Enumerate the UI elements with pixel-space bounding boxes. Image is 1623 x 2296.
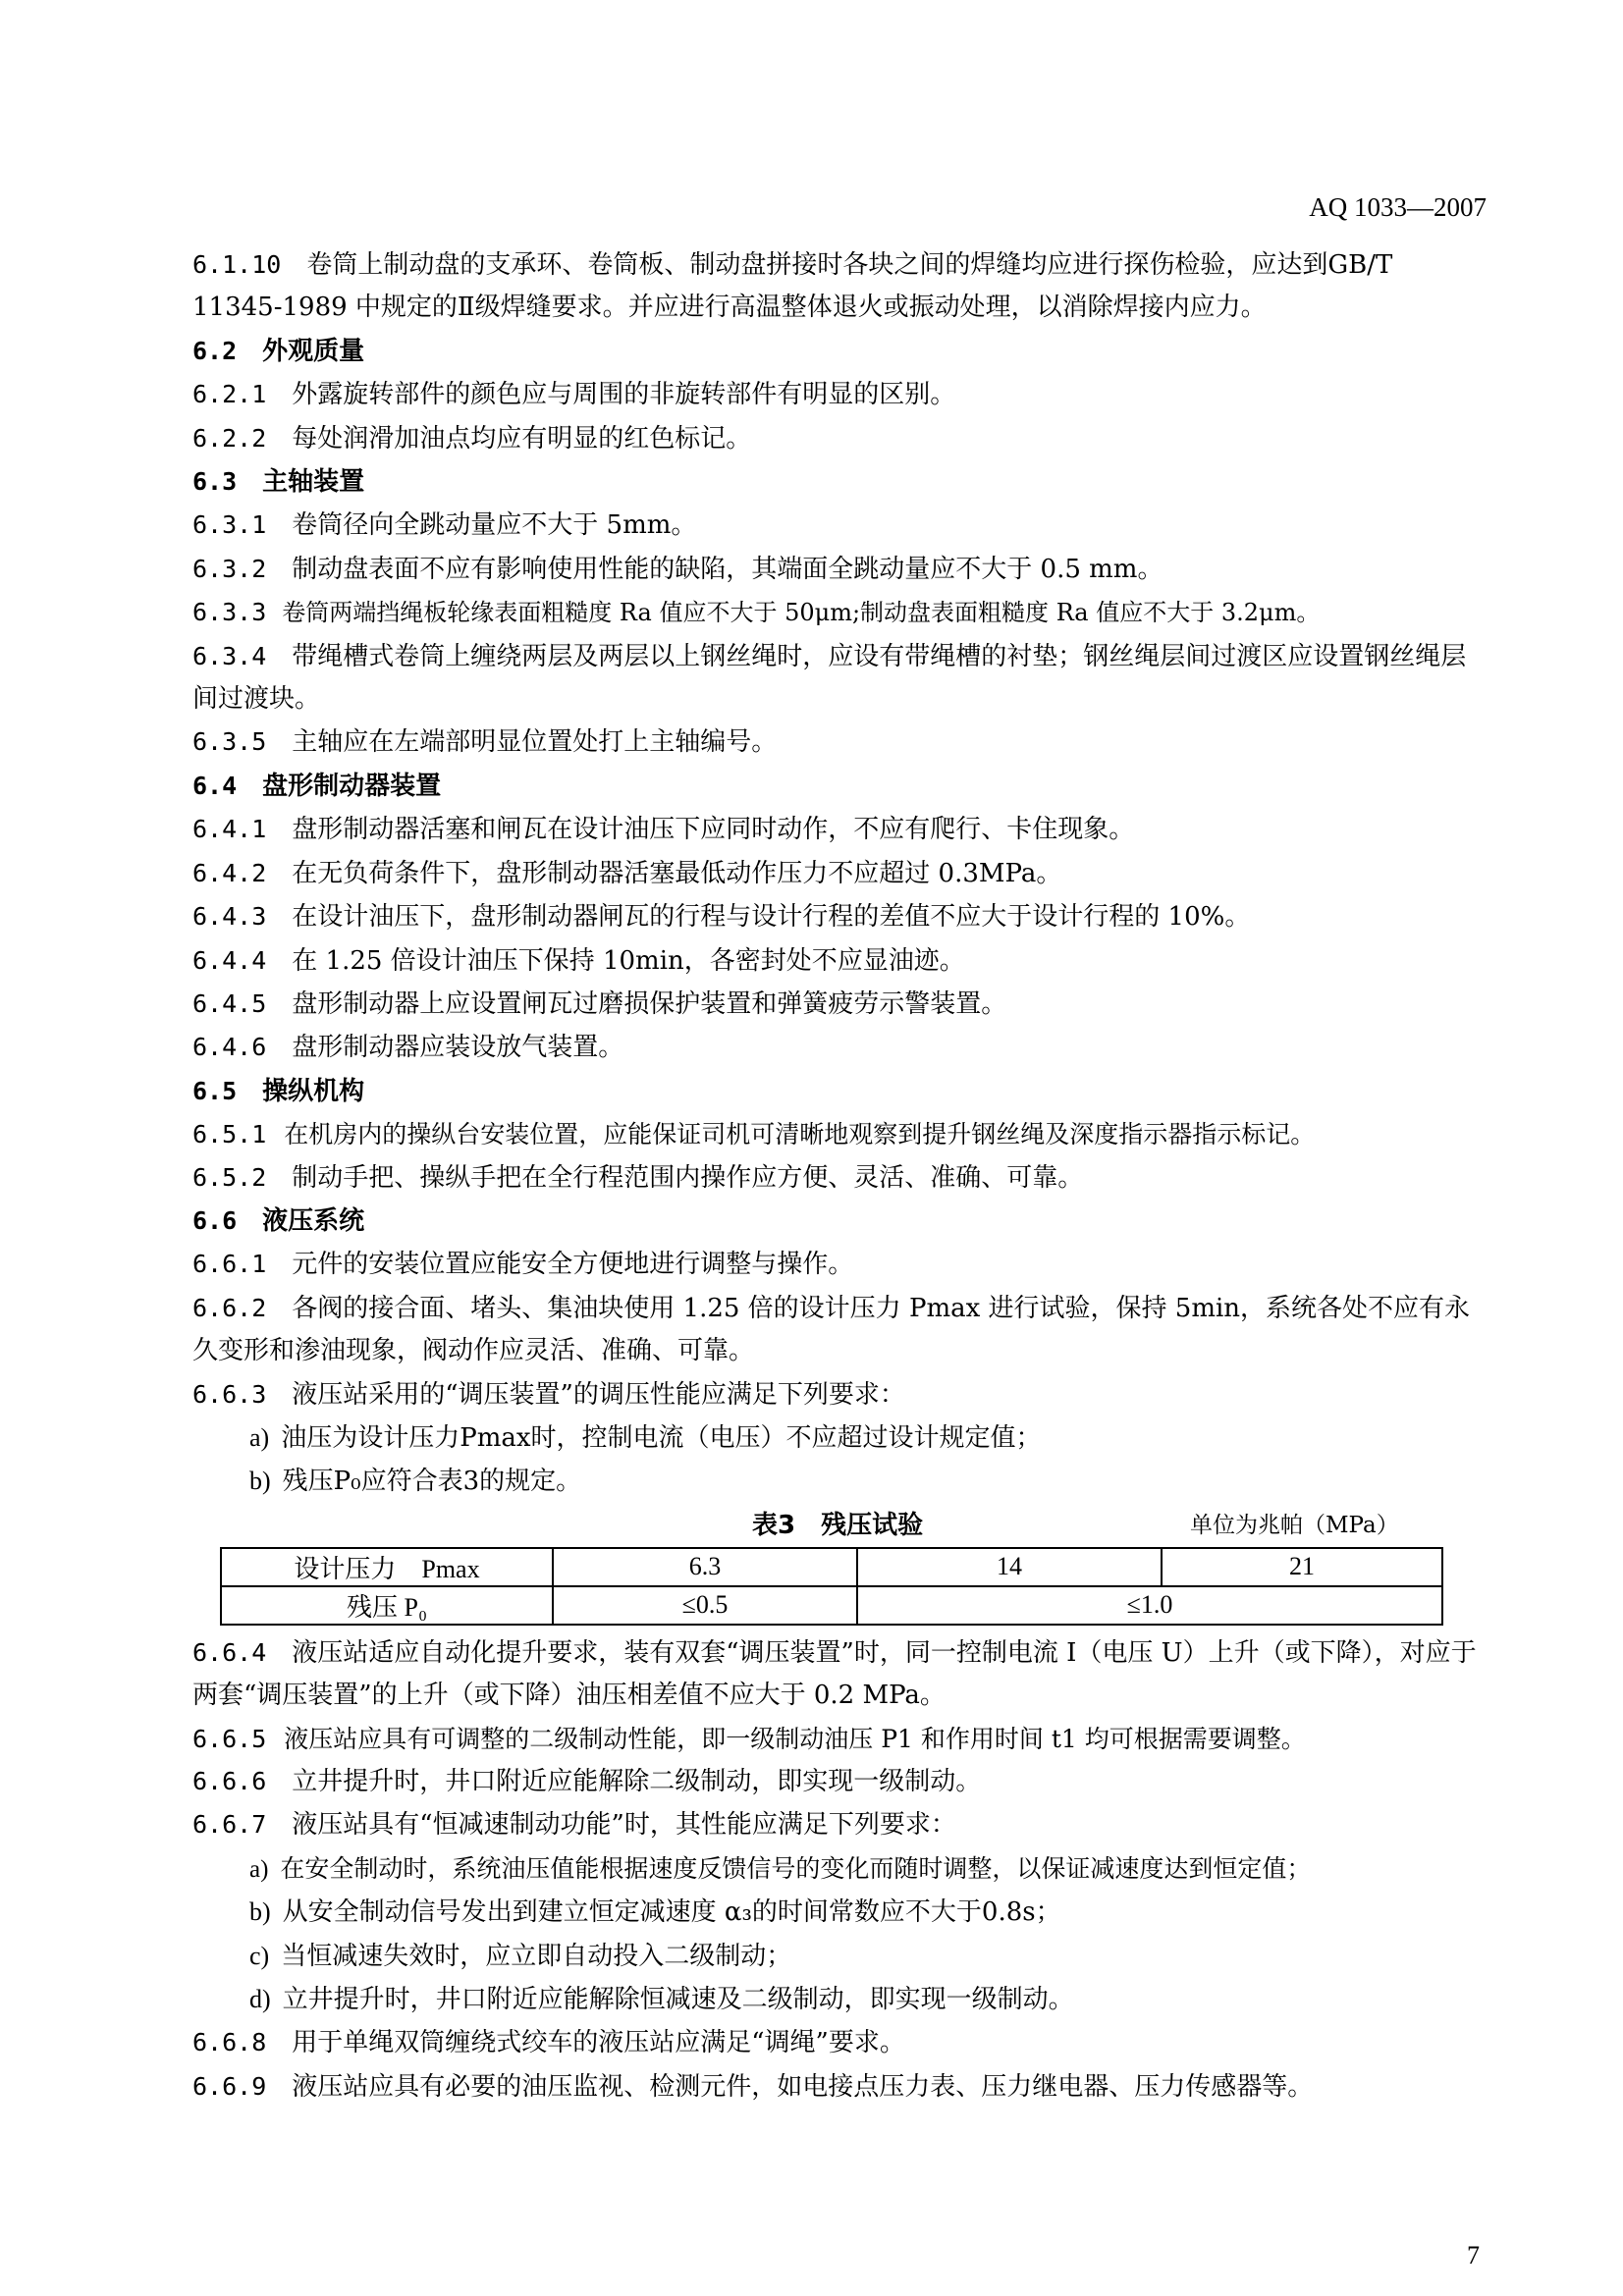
clause-text: 液压站应具有可调整的二级制动性能，即一级制动油压 P1 和作用时间 t1 均可根据需要调整。 [284,1724,1306,1753]
clause-6-3-4 [192,635,1487,721]
clause-6-6-9 [192,2065,1487,2109]
clause-number: 6.3.1 [192,510,267,540]
list-label: d) [249,1985,271,2014]
residual-pressure-table [220,1547,1443,1626]
clause-number: 6.4.1 [192,815,267,844]
clause-6-1-10 [192,243,1487,330]
clause-number: 6.6.4 [192,1637,267,1667]
table-cell: 设计压力 Pmax [221,1548,553,1586]
clause-6-6-7 [192,1803,1487,1846]
clause-6-6-5 [192,1718,1487,1760]
section-heading-6-3 [192,460,1487,504]
clause-text: 液压站适应自动化提升要求，装有双套“调压装置”时，同一控制电流 I（电压 U）上升（或下降），对应于两套“调压装置”的上升（或下降）油压相差值不应大于 0.2 MPa。 [192,1637,1477,1711]
clause-number: 6.6.9 [192,2071,267,2101]
clause-text: 外露旋转部件的颜色应与周围的非旋转部件有明显的区别。 [292,380,956,410]
clause-number: 6.2.1 [192,380,267,409]
clause-number: 6.4.4 [192,945,267,975]
clause-6-3-3 [192,591,1487,634]
list-item-a [192,1416,1487,1460]
clause-6-5-1 [192,1113,1487,1155]
list-text: 在安全制动时，系统油压值能根据速度反馈信号的变化而随时调整，以保证减速度达到恒定值； [280,1853,1312,1883]
section-number: 6.3 [192,467,238,497]
clause-text: 元件的安装位置应能安全方便地进行调整与操作。 [292,1250,854,1280]
clause-6-6-4 [192,1631,1487,1718]
list-label: b) [249,1467,271,1496]
clause-6-4-3 [192,895,1487,938]
clause-6-6-6 [192,1760,1487,1803]
clause-6-3-5 [192,721,1487,764]
table-cell: 21 [1162,1548,1442,1586]
table-row [221,1586,1442,1625]
table-cell: ≤1.0 [857,1586,1442,1625]
clause-text: 立井提升时，井口附近应能解除二级制动，即实现一级制动。 [292,1767,982,1796]
list-label: b) [249,1897,271,1927]
clause-text: 盘形制动器活塞和闸瓦在设计油压下应同时动作，不应有爬行、卡住现象。 [292,815,1135,845]
clause-number: 6.4.5 [192,988,267,1018]
clause-text: 在机房内的操纵台安装位置，应能保证司机可清晰地观察到提升钢丝绳及深度指示器指示标记。 [284,1120,1316,1149]
clause-text: 液压站应具有必要的油压监视、检测元件，如电接点压力表、压力继电器、压力传感器等。 [292,2071,1314,2102]
table-cell: 14 [857,1548,1162,1586]
clause-6-6-2 [192,1287,1487,1373]
clause-text: 盘形制动器上应设置闸瓦过磨损保护装置和弹簧疲劳示警装置。 [292,988,1007,1019]
clause-6-4-2 [192,852,1487,895]
clause-6-4-4 [192,939,1487,983]
clause-text: 在 1.25 倍设计油压下保持 10min，各密封处不应显油迹。 [292,945,965,976]
clause-text: 制动手把、操纵手把在全行程范围内操作应方便、灵活、准确、可靠。 [292,1162,1084,1193]
table-caption [192,1504,1487,1547]
clause-number: 6.6.7 [192,1810,267,1840]
page-number: 7 [1467,2241,1480,2269]
section-number: 6.2 [192,336,238,365]
list-item-b [192,1460,1487,1503]
clause-text: 卷筒两端挡绳板轮缘表面粗糙度 Ra 值应不大于 50μm;制动盘表面粗糙度 Ra 值应不大于 3.2μm。 [282,599,1321,627]
clause-text: 盘形制动器应装设放气装置。 [292,1033,624,1063]
clause-6-4-1 [192,808,1487,851]
clause-number: 6.6.6 [192,1767,267,1795]
clause-6-5-2 [192,1156,1487,1200]
clause-text: 主轴应在左端部明显位置处打上主轴编号。 [292,727,778,758]
clause-text: 制动盘表面不应有影响使用性能的缺陷，其端面全跳动量应不大于 0.5 mm。 [292,554,1163,584]
clause-6-6-1 [192,1243,1487,1286]
section-number: 6.6 [192,1205,238,1235]
clause-number: 6.6.3 [192,1379,267,1409]
list-label: a) [249,1422,270,1452]
section-heading-6-5 [192,1070,1487,1113]
clause-number: 6.6.8 [192,2028,267,2057]
clause-6-2-1 [192,373,1487,416]
section-heading-6-2 [192,330,1487,373]
section-heading-6-4 [192,765,1487,808]
document-body [192,243,1487,2109]
clause-number: 6.3.4 [192,641,267,670]
section-title: 液压系统 [262,1205,365,1236]
list-text: 当恒减速失效时，应立即自动投入二级制动； [281,1941,792,1971]
list-item-d [192,1978,1487,2021]
clause-number: 6.3.3 [192,598,267,627]
clause-text: 每处润滑加油点均应有明显的红色标记。 [292,423,752,454]
clause-number: 6.3.2 [192,554,267,583]
table-row [221,1548,1442,1586]
clause-text: 在设计油压下，盘形制动器闸瓦的行程与设计行程的差值不应大于设计行程的 10%。 [292,902,1251,933]
section-title: 外观质量 [262,336,365,366]
clause-number: 6.6.1 [192,1250,267,1279]
list-text: 油压为设计压力Pmax时，控制电流（电压）不应超过设计规定值； [281,1422,1042,1453]
clause-6-3-2 [192,548,1487,591]
clause-6-6-8 [192,2021,1487,2064]
clause-6-4-5 [192,983,1487,1026]
clause-text: 带绳槽式卷筒上缠绕两层及两层以上钢丝绳时，应设有带绳槽的衬垫；钢丝绳层间过渡区应设置钢丝绳层间过渡块。 [192,641,1467,715]
clause-6-6-3 [192,1373,1487,1416]
clause-text: 在无负荷条件下，盘形制动器活塞最低动作压力不应超过 0.3MPa。 [292,858,1062,888]
clause-number: 6.6.5 [192,1724,267,1753]
section-number: 6.5 [192,1076,238,1105]
table-title: 表3 残压试验 [752,1510,924,1540]
clause-number: 6.4.3 [192,902,267,932]
clause-number: 6.4.2 [192,858,267,887]
list-item-b [192,1891,1487,1934]
list-item-c [192,1935,1487,1978]
clause-text: 用于单绳双筒缠绕式绞车的液压站应满足“调绳”要求。 [292,2028,905,2058]
clause-6-2-2 [192,417,1487,460]
list-label: a) [249,1855,269,1883]
clause-text: 液压站具有“恒减速制动功能”时，其性能应满足下列要求： [292,1810,956,1841]
clause-6-3-1 [192,504,1487,547]
clause-number: 6.4.6 [192,1033,267,1062]
section-title: 操纵机构 [262,1076,365,1106]
clause-number: 6.1.10 [192,250,282,279]
list-text: 立井提升时，井口附近应能解除恒减速及二级制动，即实现一级制动。 [282,1985,1074,2015]
list-text: 残压P₀应符合表3的规定。 [282,1467,582,1497]
clause-text: 各阀的接合面、堵头、集油块使用 1.25 倍的设计压力 Pmax 进行试验，保持 5min，系统各处不应有永久变形和渗油现象，阀动作应灵活、准确、可靠。 [192,1293,1471,1366]
clause-number: 6.2.2 [192,423,267,453]
table-cell: 残压 P₀ [221,1586,553,1625]
clause-number: 6.5.1 [192,1120,267,1149]
clause-number: 6.3.5 [192,727,267,757]
list-item-a [192,1847,1487,1891]
clause-number: 6.6.2 [192,1293,267,1322]
clause-text: 液压站采用的“调压装置”的调压性能应满足下列要求： [292,1379,905,1410]
clause-text: 卷筒上制动盘的支承环、卷筒板、制动盘拼接时各块之间的焊缝均应进行探伤检验，应达到GB/T 11345-1989 中规定的Ⅱ级焊缝要求。并应进行高温整体退火或振动处理，以消除焊接内应力。 [192,250,1393,323]
clause-6-4-6 [192,1026,1487,1069]
section-title: 盘形制动器装置 [262,771,442,801]
clause-number: 6.5.2 [192,1162,267,1192]
clause-text: 卷筒径向全跳动量应不大于 5mm。 [292,510,697,541]
table-cell: ≤0.5 [553,1586,857,1625]
section-title: 主轴装置 [262,467,365,498]
table-cell: 6.3 [553,1548,857,1586]
standard-code: AQ 1033—2007 [1309,192,1487,222]
list-label: c) [249,1941,270,1970]
section-heading-6-6 [192,1200,1487,1243]
table-unit: 单位为兆帕（MPa） [1190,1512,1399,1538]
list-text: 从安全制动信号发出到建立恒定减速度 α₃的时间常数应不大于0.8s； [282,1897,1061,1928]
section-number: 6.4 [192,771,238,800]
